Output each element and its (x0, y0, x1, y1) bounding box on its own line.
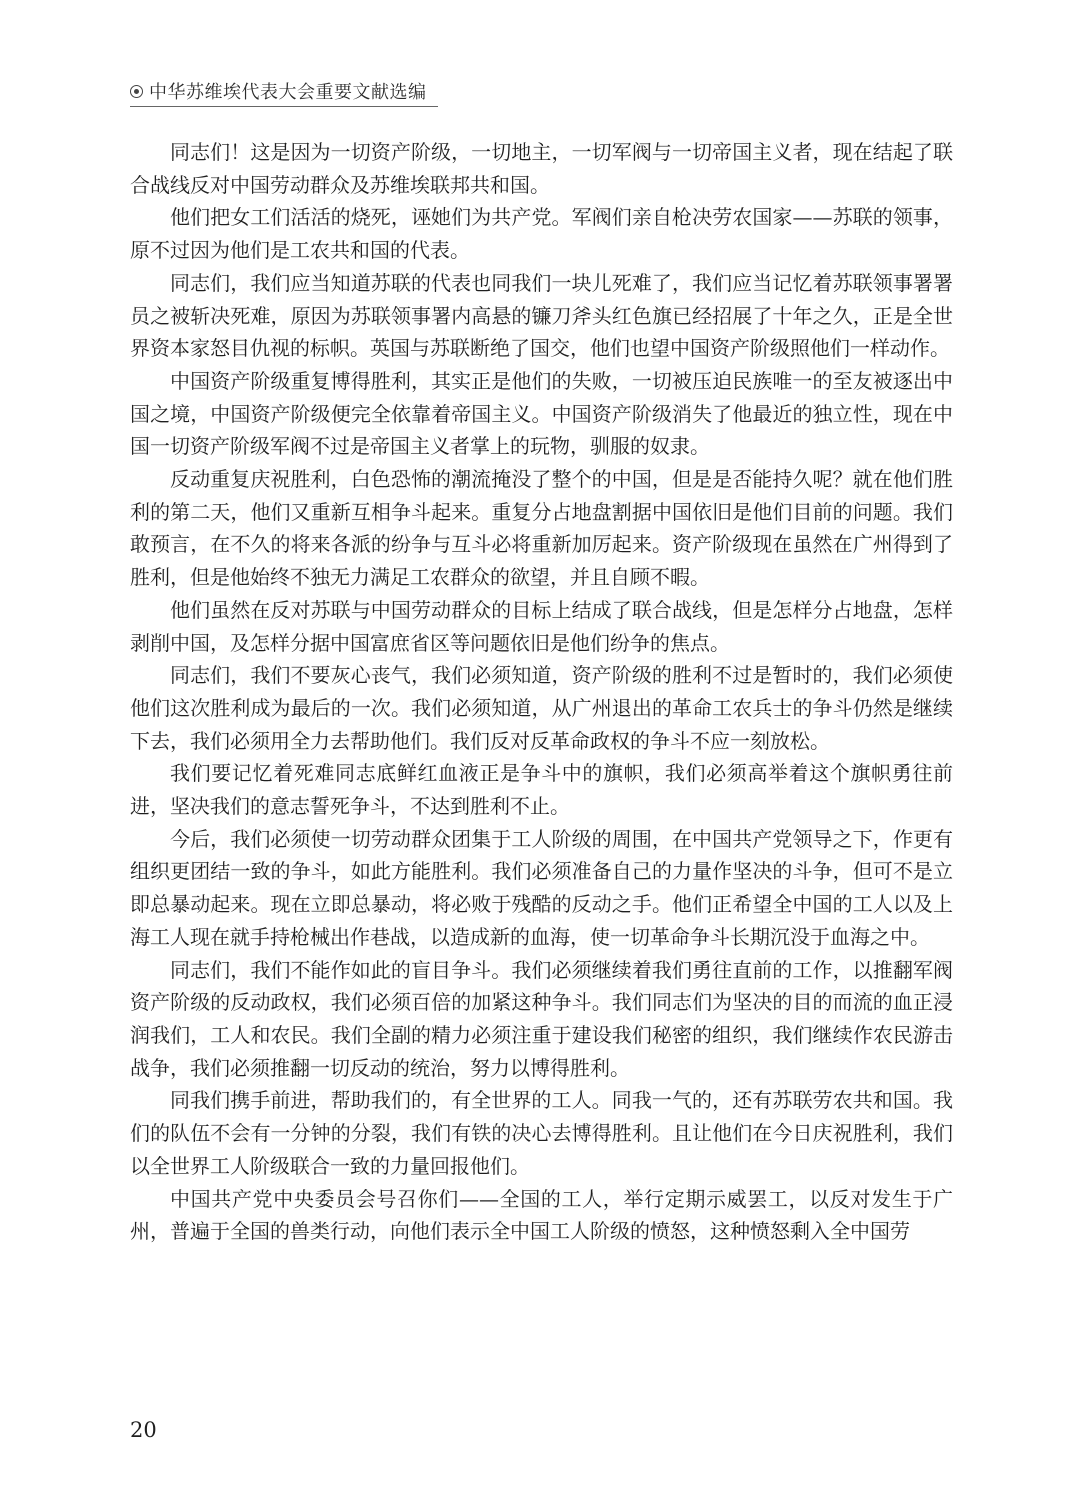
paragraph: 同我们携手前进，帮助我们的，有全世界的工人。同我一气的，还有苏联劳农共和国。我们的队伍不会有一分钟的分裂，我们有铁的决心去博得胜利。且让他们在今日庆祝胜利，我们以全世界工人阶级联合一致的力量回报他们。 (130, 1088, 953, 1178)
paragraph: 同志们，我们不要灰心丧气，我们必须知道，资产阶级的胜利不过是暂时的，我们必须使他们这次胜利成为最后的一次。我们必须知道，从广州退出的革命工农兵士的争斗仍然是继续下去，我们必须用全力去帮助他们。我们反对反革命政权的争斗不应一刻放松。 (130, 663, 953, 753)
paragraph: 同志们，我们不能作如此的盲目争斗。我们必须继续着我们勇往直前的工作，以推翻军阀资产阶级的反动政权，我们必须百倍的加紧这种争斗。我们同志们为坚决的目的而流的血正浸润我们，工人和农民。我们全副的精力必须注重于建设我们秘密的组织，我们继续作农民游击战争，我们必须推翻一切反动的统治，努力以博得胜利。 (130, 957, 953, 1080)
paragraph: 中国资产阶级重复博得胜利，其实正是他们的失败，一切被压迫民族唯一的至友被逐出中国之境，中国资产阶级便完全依靠着帝国主义。中国资产阶级消失了他最近的独立性，现在中国一切资产阶级军阀不过是帝国主义者掌上的玩物，驯服的奴隶。 (130, 368, 953, 459)
paragraph: 我们要记忆着死难同志底鲜红血液正是争斗中的旗帜，我们必须高举着这个旗帜勇往前进，坚决我们的意志誓死争斗，不达到胜利不止。 (130, 761, 953, 819)
paragraph: 中国共产党中央委员会号召你们——全国的工人，举行定期示威罢工，以反对发生于广州，普遍于全国的兽类行动，向他们表示全中国工人阶级的愤怒，这种愤怒剩入全中国劳 (130, 1186, 953, 1244)
paragraph: 他们虽然在反对苏联与中国劳动群众的目标上结成了联合战线，但是怎样分占地盘，怎样剥削中国，及怎样分据中国富庶省区等问题依旧是他们纷争的焦点。 (130, 597, 953, 655)
running-header (130, 76, 438, 107)
paragraph: 同志们！这是因为一切资产阶级，一切地主，一切军阀与一切帝国主义者，现在结起了联合战线反对中国劳动群众及苏维埃联邦共和国。 (130, 140, 953, 197)
circle-dot-icon (130, 85, 143, 98)
paragraph: 他们把女工们活活的烧死，诬她们为共产党。军阀们亲自枪决劳农国家——苏联的领事，原不过因为他们是工农共和国的代表。 (130, 205, 953, 263)
paragraph: 同志们，我们应当知道苏联的代表也同我们一块儿死难了，我们应当记忆着苏联领事署署员之被斩决死难，原因为苏联领事署内高悬的镰刀斧头红色旗已经招展了十年之久，正是全世界资本家怒目仇视的标帜。英国与苏联断绝了国交，他们也望中国资产阶级照他们一样动作。 (130, 270, 953, 361)
page-body (130, 136, 953, 1248)
paragraph: 反动重复庆祝胜利，白色恐怖的潮流掩没了整个的中国，但是是否能持久呢？就在他们胜利的第二天，他们又重新互相争斗起来。重复分占地盘割据中国依旧是他们目前的问题。我们敢预言，在不久的将来各派的纷争与互斗必将重新加厉起来。资产阶级现在虽然在广州得到了胜利，但是他始终不独无力满足工农群众的欲望，并且自顾不暇。 (130, 467, 953, 590)
page-number: 20 (130, 1418, 157, 1442)
paragraph: 今后，我们必须使一切劳动群众团集于工人阶级的周围，在中国共产党领导之下，作更有组织更团结一致的争斗，如此方能胜利。我们必须准备自己的力量作坚决的斗争，但可不是立即总暴动起来。现在立即总暴动，将必败于残酷的反动之手。他们正希望全中国的工人以及上海工人现在就手持枪械出作巷战，以造成新的血海，使一切革命争斗长期沉没于血海之中。 (130, 826, 953, 949)
book-title: 中华苏维埃代表大会重要文献选编 (149, 82, 427, 103)
